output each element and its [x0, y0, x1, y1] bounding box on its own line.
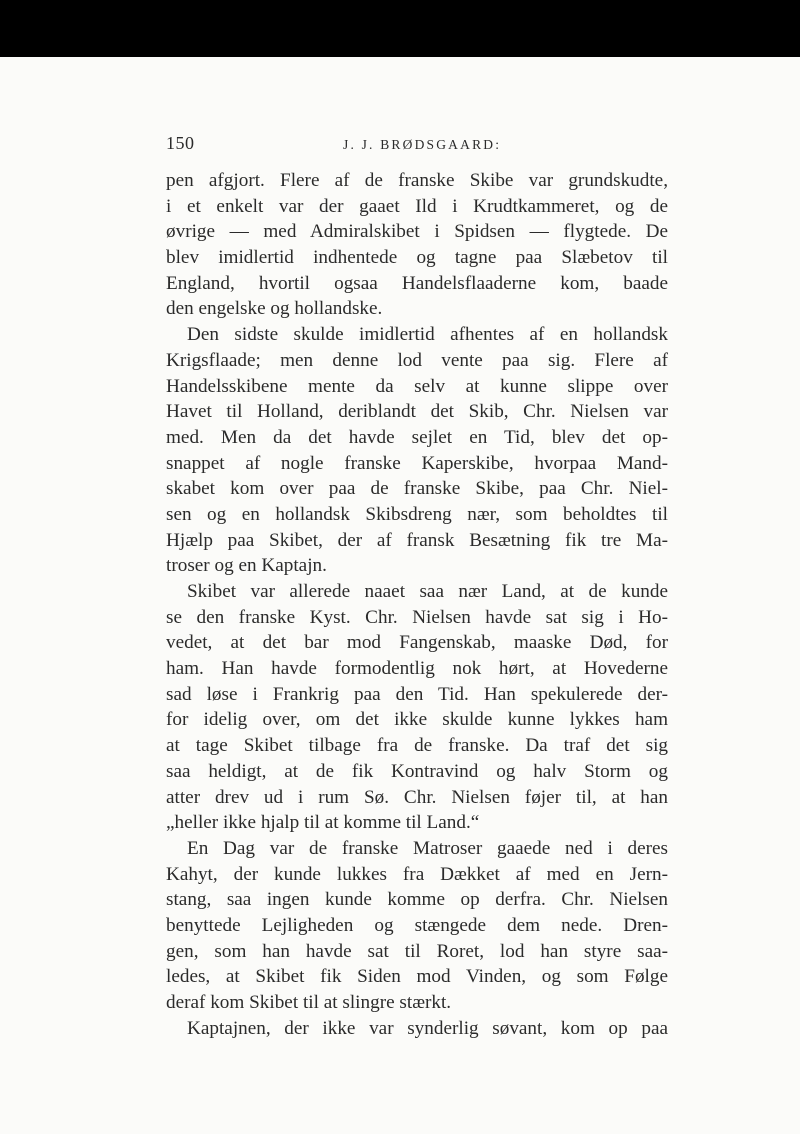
text-line: stang, saa ingen kunde komme op derfra. Chr. Nielsen [166, 889, 668, 911]
text-line: snappet af nogle franske Kaperskibe, hvorpaa Mand- [166, 452, 668, 474]
text-line: sad løse i Frankrig paa den Tid. Han spekulerede der- [166, 683, 668, 705]
page-number: 150 [166, 133, 195, 153]
text-line: at tage Skibet tilbage fra de franske. Da traf det sig [166, 735, 668, 757]
text-line: England, hvortil ogsaa Handelsflaaderne kom, baade [166, 272, 668, 294]
text-line: Skibet var allerede naaet saa nær Land, at de kunde [187, 581, 668, 602]
running-head: J. J. BRØDSGAARD: [343, 137, 502, 152]
text-line: med. Men da det havde sejlet en Tid, blev det op- [166, 426, 668, 448]
text-line: blev imidlertid indhentede og tagne paa Slæbetov til [166, 247, 668, 269]
text-line: Krigsflaade; men denne lod vente paa sig. Flere af [166, 349, 668, 371]
text-line: „heller ikke hjalp til at komme til Land.“ [166, 812, 480, 834]
text-line: atter drev ud i rum Sø. Chr. Nielsen føjer til, at han [166, 786, 668, 808]
text-line: Kaptajnen, der ikke var synderlig søvant, kom op paa [187, 1017, 668, 1039]
body-text [166, 168, 668, 1041]
text-line: i et enkelt var der gaaet Ild i Krudtkammeret, og de [166, 195, 668, 217]
text-line: Den sidste skulde imidlertid afhentes af en hollandsk [187, 324, 668, 346]
text-line: vedet, at det bar mod Fangenskab, maaske Død, for [166, 632, 668, 654]
text-line: for idelig over, om det ikke skulde kunne lykkes ham [166, 709, 668, 731]
text-line: ledes, at Skibet fik Siden mod Vinden, og som Følge [166, 966, 668, 988]
text-line: benyttede Lejligheden og stængede dem nede. Dren- [166, 914, 668, 936]
text-line: pen afgjort. Flere af de franske Skibe var grundskudte, [166, 170, 668, 191]
text-line: Handelsskibene mente da selv at kunne slippe over [166, 375, 668, 397]
text-line: skabet kom over paa de franske Skibe, paa Chr. Niel- [166, 478, 668, 500]
text-line: saa heldigt, at de fik Kontravind og halv Storm og [166, 760, 668, 782]
text-line: sen og en hollandsk Skibsdreng nær, som beholdtes til [166, 503, 668, 525]
text-line: deraf kom Skibet til at slingre stærkt. [166, 992, 452, 1013]
text-line: Hjælp paa Skibet, der af fransk Besætning fik tre Ma- [166, 529, 668, 551]
text-line: En Dag var de franske Matroser gaaede ned i deres [187, 837, 668, 859]
text-line: Havet til Holland, deriblandt det Skib, Chr. Nielsen var [166, 401, 668, 423]
text-line: se den franske Kyst. Chr. Nielsen havde sat sig i Ho- [166, 606, 668, 628]
scan-top-border [0, 0, 800, 57]
text-line: øvrige — med Admiralskibet i Spidsen — flygtede. De [166, 221, 668, 243]
text-line: troser og en Kaptajn. [166, 555, 327, 577]
text-line: gen, som han havde sat til Roret, lod han styre saa- [166, 940, 668, 962]
text-line: den engelske og hollandske. [166, 298, 383, 320]
text-line: ham. Han havde formodentlig nok hørt, at Hovederne [166, 658, 668, 680]
text-line: Kahyt, der kunde lukkes fra Dækket af med en Jern- [166, 863, 668, 885]
